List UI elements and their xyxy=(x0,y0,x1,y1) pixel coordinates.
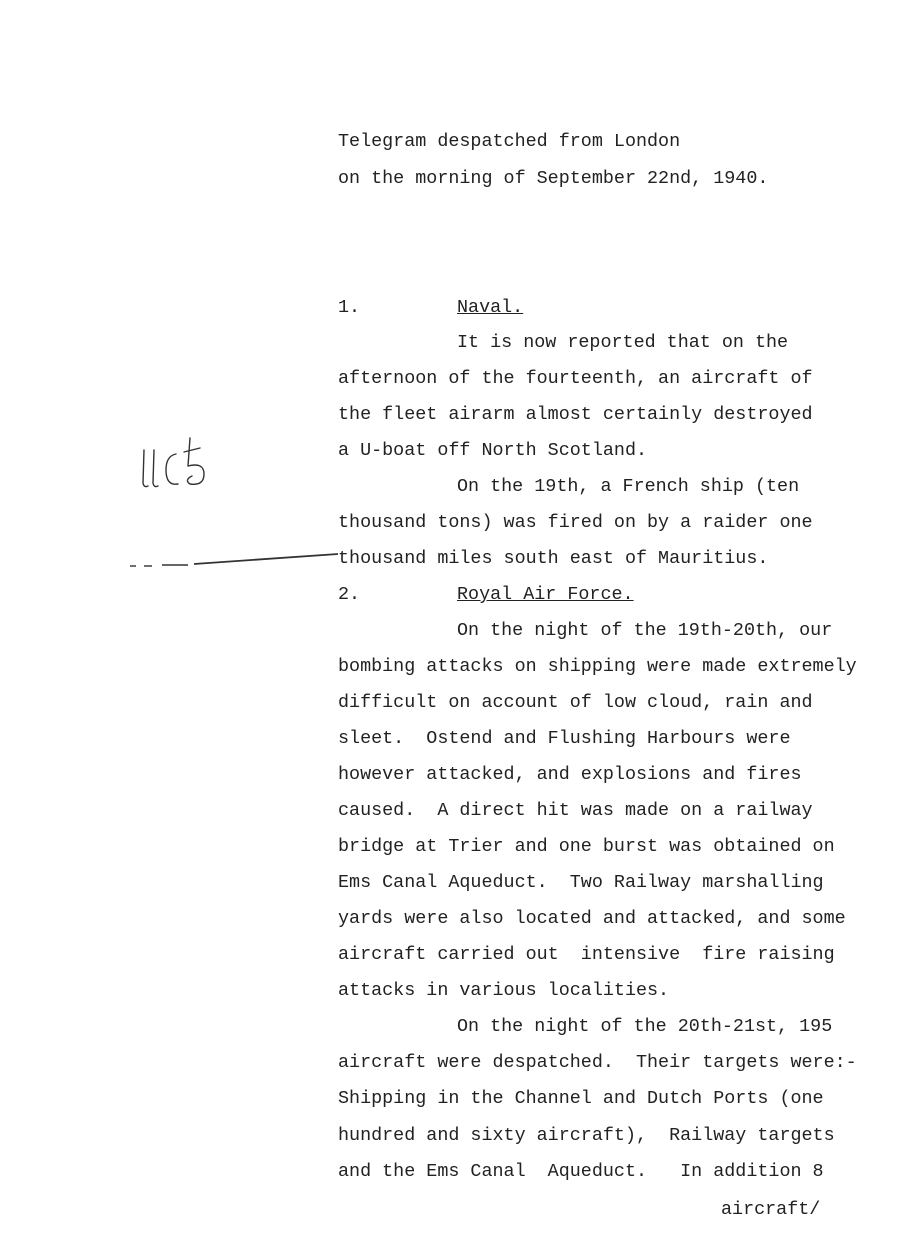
text-line: On the night of the 19th-20th, our xyxy=(457,620,833,641)
text-line: bridge at Trier and one burst was obtained on xyxy=(338,836,835,857)
text-line: the fleet airarm almost certainly destroyed xyxy=(338,404,813,425)
section-number: 2. xyxy=(338,584,361,605)
text-line: sleet. Ostend and Flushing Harbours were xyxy=(338,728,791,749)
text-line: On the 19th, a French ship (ten xyxy=(457,476,800,497)
text-line: yards were also located and attacked, and some xyxy=(338,908,846,929)
handwritten-reference-mark xyxy=(138,428,233,498)
text-line: caused. A direct hit was made on a railway xyxy=(338,800,813,821)
text-line: aircraft were despatched. Their targets were:- xyxy=(338,1052,857,1073)
text-line: afternoon of the fourteenth, an aircraft of xyxy=(338,368,813,389)
text-line: difficult on account of low cloud, rain and xyxy=(338,692,813,713)
text-line: bombing attacks on shipping were made extremely xyxy=(338,656,857,677)
text-line: and the Ems Canal Aqueduct. In addition 8 xyxy=(338,1161,824,1182)
catchword: aircraft/ xyxy=(721,1199,821,1220)
section-heading: Royal Air Force. xyxy=(457,584,634,605)
text-line: however attacked, and explosions and fires xyxy=(338,764,802,785)
text-line: Shipping in the Channel and Dutch Ports (one xyxy=(338,1088,824,1109)
section-heading: Naval. xyxy=(457,297,524,318)
text-line: thousand miles south east of Mauritius. xyxy=(338,548,769,569)
header-line-2: on the morning of September 22nd, 1940. xyxy=(338,168,769,189)
text-line: aircraft carried out intensive fire raising xyxy=(338,944,835,965)
text-line: thousand tons) was fired on by a raider one xyxy=(338,512,813,533)
header-line-1: Telegram despatched from London xyxy=(338,131,681,152)
section-number: 1. xyxy=(338,297,361,318)
text-line: hundred and sixty aircraft), Railway targets xyxy=(338,1125,835,1146)
text-line: attacks in various localities. xyxy=(338,980,670,1001)
margin-line-mark xyxy=(128,550,343,570)
text-line: It is now reported that on the xyxy=(457,332,789,353)
text-line: Ems Canal Aqueduct. Two Railway marshalling xyxy=(338,872,824,893)
text-line: On the night of the 20th-21st, 195 xyxy=(457,1016,833,1037)
text-line: a U-boat off North Scotland. xyxy=(338,440,648,461)
